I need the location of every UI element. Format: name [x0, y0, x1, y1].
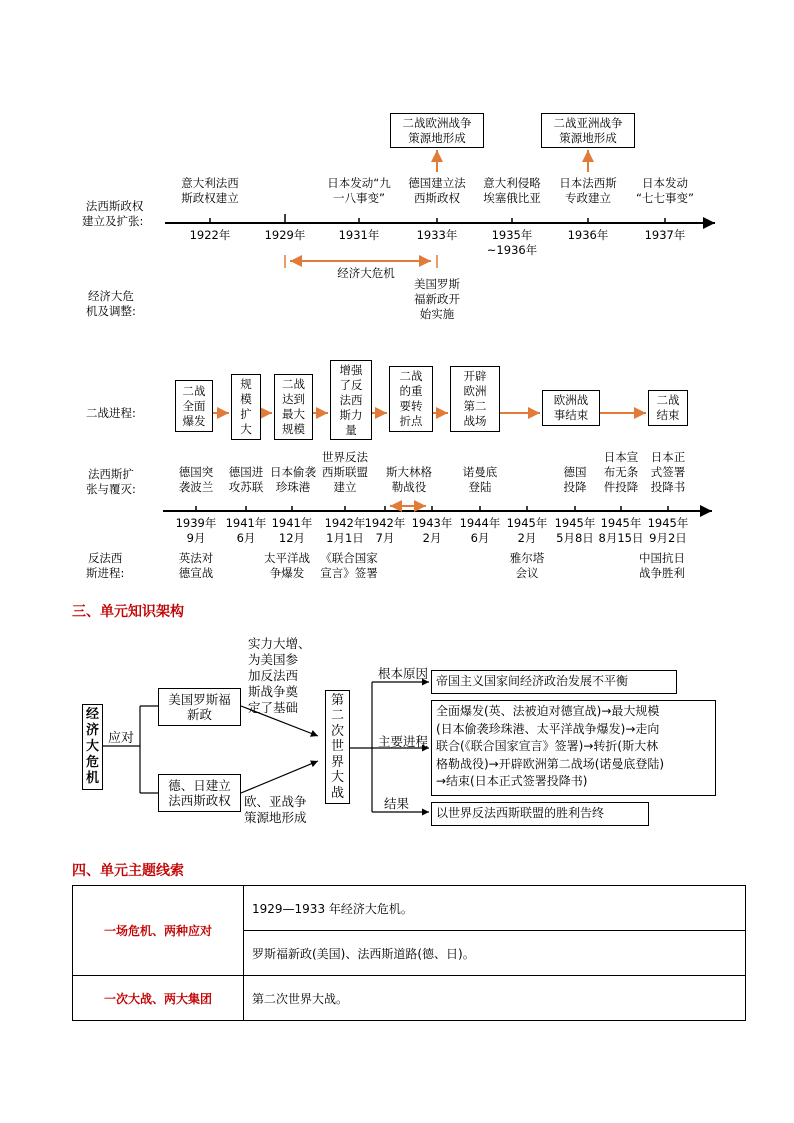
fascist-event-ussr: 德国进 攻苏联 [228, 465, 264, 494]
new-deal-event: 美国罗斯 福新政开 始实施 [414, 277, 460, 321]
year-1931: 1931年 [338, 228, 380, 242]
label-anti-fascist: 反法西 斯进程: [86, 551, 125, 580]
theme-table [72, 885, 746, 1021]
process-scale-expand: 规 模 扩 大 [231, 374, 261, 440]
theme-head-war: 一次大战、两大集团 [73, 976, 244, 1021]
anti-event-declare-war: 英法对 德宣战 [178, 551, 214, 580]
year-1936: 1936年 [567, 228, 609, 242]
table-row [73, 976, 746, 1021]
year-1922: 1922年 [189, 228, 231, 242]
fascist-regime-box: 德、日建立 法西斯政权 [158, 774, 241, 812]
event-italy-fascism: 意大利法西 斯政权建立 [181, 176, 239, 205]
anti-event-yalta: 雅尔塔 会议 [509, 551, 545, 580]
label-fascism-rise: 法西斯政权 建立及扩张: [82, 199, 144, 228]
process-second-front: 开辟 欧洲 第二 战场 [450, 366, 500, 432]
date-1942-1-1: 1942年 1月1日 [324, 516, 366, 545]
us-new-deal-box: 美国罗斯福 新政 [158, 688, 241, 726]
event-77-incident: 日本发动 “七七事变” [636, 176, 694, 205]
section3-title: 三、单元知识架构 [72, 604, 184, 620]
process-europe-war-end: 欧洲战 事结束 [542, 390, 600, 426]
main-process-label: 主要进程 [378, 734, 429, 749]
fascist-event-normandy: 诺曼底 登陆 [462, 465, 498, 494]
fascist-event-japan-sign: 日本正 式签署 投降书 [650, 450, 686, 494]
economic-crisis-box: 经 济 大 危 机 [82, 704, 103, 790]
process-war-end: 二战 结束 [648, 390, 688, 426]
europe-war-source-box: 二战欧洲战争 策源地形成 [390, 113, 484, 148]
asia-war-source-box: 二战亚洲战争 策源地形成 [541, 113, 635, 148]
response-label: 应对 [108, 731, 135, 746]
event-italy-ethiopia: 意大利侵略 埃塞俄比亚 [483, 176, 541, 205]
fascist-event-stalingrad: 斯大林格 勒战役 [386, 465, 432, 494]
date-1945-2: 1945年 2月 [506, 516, 548, 545]
year-1935-1936: 1935年 ~1936年 [486, 228, 538, 257]
date-1945-9-2: 1945年 9月2日 [647, 516, 689, 545]
date-1939-9: 1939年 9月 [175, 516, 217, 545]
date-1941-12: 1941年 12月 [271, 516, 313, 545]
date-1945-8-15: 1945年 8月15日 [598, 516, 644, 545]
result-box: 以世界反法西斯联盟的胜利告终 [431, 802, 649, 826]
label-fascist-rise-fall: 法西斯扩 张与覆灭: [86, 467, 136, 496]
result-label: 结果 [384, 796, 410, 811]
date-1943-2: 1943年 2月 [411, 516, 453, 545]
main-process-box: 全面爆发(英、法被迫对德宣战)→最大规模 (日本偷袭珍珠港、太平洋战争爆发)→走向 联合(《联合国家宣言》签署)→转折(斯大林 格勒战役)→开辟欧洲第二战场(诺曼底登陆) →结束(日本正式签署投降书) [431, 700, 716, 796]
fascist-regime-note: 欧、亚战争 策源地形成 [244, 794, 307, 825]
anti-event-china-victory: 中国抗日 战争胜利 [639, 551, 685, 580]
fascist-event-japan-announce: 日本宣 布无条 件投降 [603, 450, 639, 494]
date-1945-5-8: 1945年 5月8日 [554, 516, 596, 545]
event-918-incident: 日本发动“九 一八事变” [327, 176, 391, 205]
date-1941-6: 1941年 6月 [225, 516, 267, 545]
date-1942-7: 1942年 7月 [364, 516, 406, 545]
theme-item-responses: 罗斯福新政(美国)、法西斯道路(德、日)。 [244, 931, 746, 976]
year-1933: 1933年 [416, 228, 458, 242]
year-1929: 1929年 [264, 228, 306, 242]
event-japan-fascism: 日本法西斯 专政建立 [559, 176, 617, 205]
process-strengthen-antifascist: 增强 了反 法西 斯力 量 [330, 360, 372, 440]
event-germany-fascism: 德国建立法 西斯政权 [408, 176, 466, 205]
section4-title: 四、单元主题线索 [72, 863, 184, 879]
root-cause-box: 帝国主义国家间经济政治发展不平衡 [431, 670, 677, 694]
fascist-event-germany-surrender: 德国 投降 [563, 465, 587, 494]
us-new-deal-note: 实力大增、 为美国参 加反法西 斯战争奠 定了基础 [248, 636, 311, 715]
economic-crisis-span: 经济大危机 [337, 266, 395, 280]
label-war-process: 二战进程: [86, 406, 136, 420]
date-1944-6: 1944年 6月 [459, 516, 501, 545]
fascist-event-pearl-harbor: 日本偷袭 珍珠港 [270, 465, 316, 494]
fascist-event-alliance: 世界反法 西斯联盟 建立 [322, 450, 368, 494]
year-1937: 1937年 [644, 228, 686, 242]
table-row [73, 886, 746, 931]
process-full-outbreak: 二战 全面 爆发 [175, 380, 213, 432]
theme-item-crisis: 1929—1933 年经济大危机。 [244, 886, 746, 931]
anti-event-pacific-war: 太平洋战 争爆发 [264, 551, 310, 580]
theme-item-war: 第二次世界大战。 [244, 976, 746, 1021]
label-economic-crisis: 经济大危 机及调整: [86, 289, 136, 318]
fascist-event-poland: 德国突 袭波兰 [178, 465, 214, 494]
ww2-box: 第 二 次 世 界 大 战 [325, 690, 350, 804]
process-turning-point: 二战 的重 要转 折点 [389, 366, 433, 432]
anti-event-un-declaration: 《联合国家 宣言》签署 [320, 551, 378, 580]
process-max-scale: 二战 达到 最大 规模 [274, 374, 313, 440]
root-cause-label: 根本原因 [378, 666, 429, 681]
theme-head-crisis: 一场危机、两种应对 [73, 886, 244, 976]
